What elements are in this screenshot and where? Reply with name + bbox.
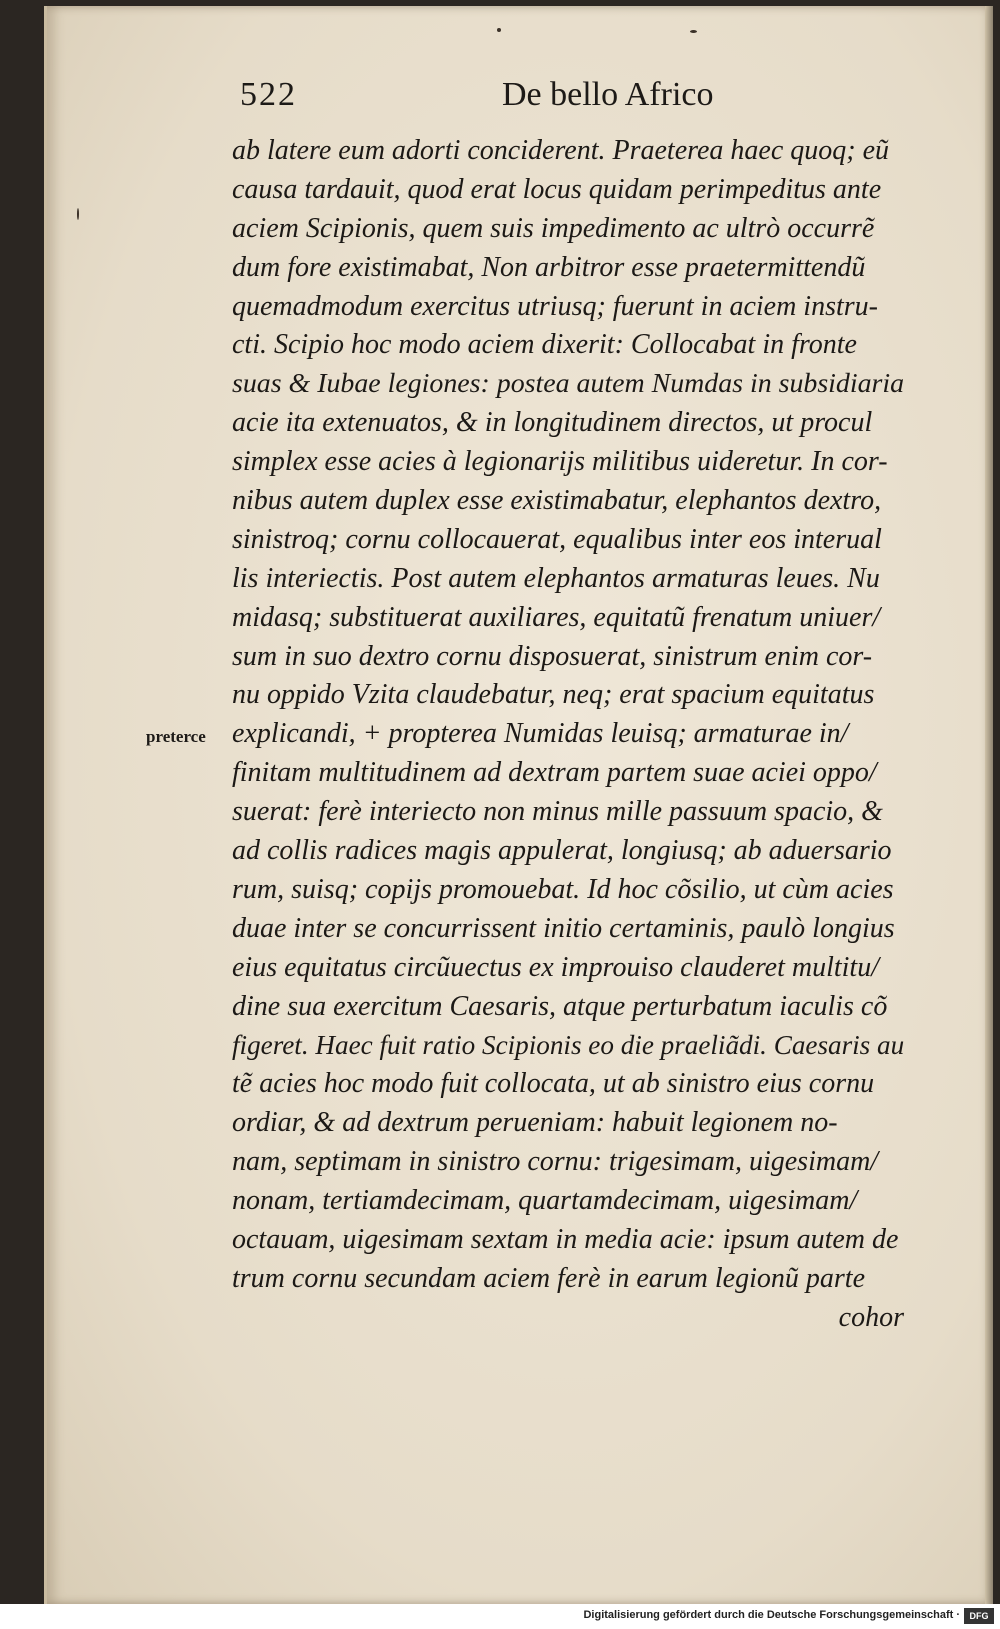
text-line: midasq; substituerat auxiliares, equitatũ frenatum uniuer/ — [232, 601, 881, 633]
marginal-note: preterce — [146, 727, 206, 746]
text-line: nibus autem duplex esse existimabatur, elephantos dextro, — [232, 485, 882, 517]
text-line: figeret. Haec fuit ratio Scipionis eo die praeliãdi. Caesaris au — [232, 1030, 905, 1061]
text-line: explicandi, + propterea Numidas leuisq; armaturae in/ — [232, 718, 849, 750]
ink-speck — [77, 208, 79, 220]
text-line: trum cornu secundam aciem ferè in earum legionũ parte — [232, 1262, 865, 1294]
text-line: sum in suo dextro cornu disposuerat, sinistrum enim cor- — [232, 640, 873, 672]
text-line: cti. Scipio hoc modo aciem dixerit: Collocabat in fronte — [232, 329, 857, 361]
text-line: ad collis radices magis appulerat, longiusq; ab aduersario — [232, 835, 892, 867]
text-line: nu oppido Vzita claudebatur, neq; erat spacium equitatus — [232, 679, 875, 711]
text-line: causa tardauit, quod erat locus quidam perimpeditus ante — [232, 173, 882, 205]
body-text — [232, 132, 904, 1338]
dfg-logo: DFG — [964, 1608, 994, 1624]
running-head-title: De bello Africo — [502, 76, 714, 113]
text-line: finitam multitudinem ad dextram partem suae aciei oppo/ — [232, 757, 877, 789]
text-line: suas & Iubae legiones: postea autem Numdas in subsidiaria — [232, 368, 905, 400]
page-edge — [985, 6, 993, 1604]
text-line: duae inter se concurrissent initio certaminis, paulò longius — [232, 912, 895, 944]
text-line: tẽ acies hoc modo fuit collocata, ut ab sinistro eius cornu — [232, 1068, 875, 1100]
text-line: simplex esse acies à legionarijs militibus uideretur. In cor- — [232, 446, 888, 478]
text-line: eius equitatus circũuectus ex improuiso clauderet multitu/ — [232, 951, 879, 983]
text-line: ab latere eum adorti conciderent. Praeterea haec quoq; eũ — [232, 135, 890, 166]
text-line: dine sua exercitum Caesaris, atque perturbatum iaculis cõ — [232, 990, 888, 1022]
text-line: sinistroq; cornu collocauerat, equalibus inter eos interual — [232, 523, 882, 555]
text-line: aciem Scipionis, quem suis impedimento ac ultrò occurrẽ — [232, 212, 875, 244]
text-line: dum fore existimabat, Non arbitror esse praetermittendũ — [232, 251, 866, 283]
text-line: acie ita extenuatos, & in longitudinem directos, ut procul — [232, 407, 873, 439]
text-line: nonam, tertiamdecimam, quartamdecimam, uigesimam/ — [232, 1185, 858, 1217]
text-line: ordiar, & ad dextrum perueniam: habuit legionem no- — [232, 1107, 838, 1139]
text-line: suerat: ferè interiecto non minus mille passuum spacio, & — [232, 796, 883, 828]
text-line: quemadmodum exercitus utriusq; fuerunt in aciem instru- — [232, 290, 878, 322]
text-line: rum, suisq; copijs promouebat. Id hoc cõsilio, ut cùm acies — [232, 873, 894, 905]
ink-speck — [690, 30, 697, 33]
footer-credit: Digitalisierung gefördert durch die Deutsche Forschungsgemeinschaft · — [583, 1609, 960, 1621]
digitization-footer — [0, 1604, 1000, 1629]
catchword: cohor — [838, 1301, 904, 1333]
page-number: 522 — [240, 76, 297, 113]
running-head — [240, 76, 760, 122]
text-line: octauam, uigesimam sextam in media acie: ipsum autem de — [232, 1223, 899, 1255]
ink-speck — [497, 28, 501, 32]
text-line: nam, septimam in sinistro cornu: trigesimam, uigesimam/ — [232, 1146, 879, 1178]
text-line: lis interiectis. Post autem elephantos armaturas leues. Nu — [232, 562, 880, 594]
